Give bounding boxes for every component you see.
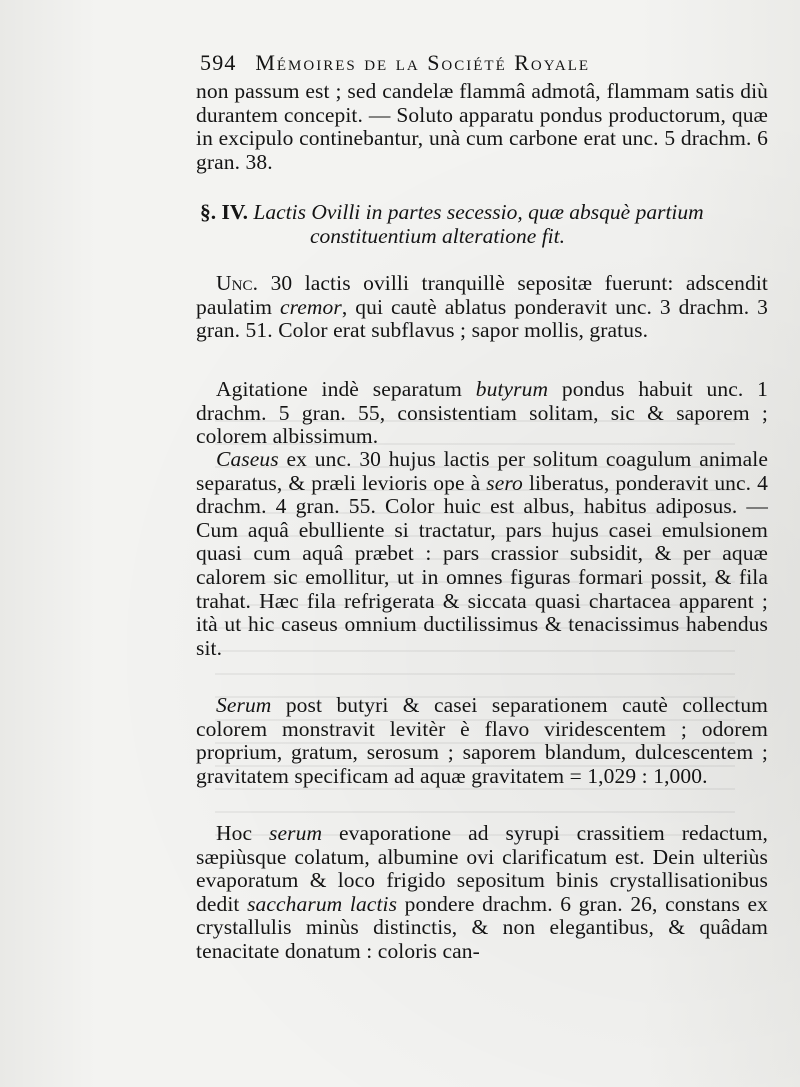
paragraph-text: Agitatione indè separatum butyrum pondus habuit unc. 1 drachm. 5 gran. 55, consistentiam solitam, sic & saporem ; colorem albissimum. (196, 377, 768, 449)
emphasis: butyrum (475, 377, 549, 401)
section-title-part1: Lactis Ovilli in partes secessio, quæ absquè partium (253, 200, 704, 224)
emphasis-2: sero (486, 470, 523, 495)
page-number: 594 (200, 50, 237, 75)
emphasis: serum (269, 821, 323, 845)
paragraph-text: Unc. 30 lactis ovilli tranquillè sepositæ fuerunt: adscendit paulatim cremor, qui cautè ablatus ponderavit unc. 3 drachm. 3 gran. 51. Color erat subflavus ; sapor mollis, gratus. (196, 271, 768, 343)
paragraph-text: non passum est ; sed candelæ flammâ admotâ, flammam satis diù durantem concepit. — Soluto apparatu pondus productorum, quæ in excipulo continebantur, unà cum carbone erat unc. 5 drachm. 6 gran. 38. (196, 79, 768, 174)
paragraph-text: Hoc serum evaporatione ad syrupi crassitiem redactum, sæpiùsque colatum, albumine ovi clarificatum est. Dein ulteriùs evaporatum & loco frigido sepositum binis crystallisationibus dedit saccharum lactis pondere drachm. 6 gran. 26, constans ex crystallulis minùs distinctis, & non elegantibus, & quâdam tenacitate donatum : coloris can- (196, 821, 768, 963)
emphasis-2: saccharum lactis (247, 891, 398, 916)
running-title: Mémoires de la Société Royale (255, 50, 591, 75)
section-title-part2: constituentium alteratione fit. (310, 224, 565, 248)
emphasis: Caseus (216, 447, 279, 471)
section-heading-line1 (200, 200, 770, 224)
emphasis: Serum (216, 693, 272, 717)
paragraph-text: Serum post butyri & casei separationem cautè collectum colorem monstravit levitèr è flavo viridescentem ; odorem proprium, gratum, serosum ; saporem blandum, dulcescentem ; gravitatem specificam ad aquæ gravitatem = 1,029 : 1,000. (196, 693, 768, 788)
body-paragraph-1 (196, 272, 768, 343)
body-paragraph-4 (196, 694, 768, 788)
body-paragraph-5 (196, 822, 768, 964)
top-paragraph (196, 80, 768, 174)
body-paragraph-3 (196, 448, 768, 660)
section-heading (200, 200, 770, 248)
running-header (200, 50, 770, 76)
paragraph-text: Caseus ex unc. 30 hujus lactis per solitum coagulum animale separatus, & præli levioris ope à sero liberatus, ponderavit unc. 4 drachm. 4 gran. 55. Color huic est albus, habitus adiposus. — Cum aquâ ebulliente si tractatur, pars hujus casei emulsionem quasi cum aquâ præbet : pars crassior subsidit, & per aquæ calorem sic emollitur, ut in omnes figuras formari possit, & fila trahat. Hæc fila refrigerata & siccata quasi chartacea apparent ; ità ut hic caseus omnium ductilissimus & tenacissimus habendus sit. (196, 447, 769, 660)
emphasis: cremor (279, 294, 342, 319)
lead-word: Unc. (216, 271, 259, 295)
section-number: §. IV. (200, 200, 248, 224)
body-paragraph-2 (196, 378, 768, 449)
